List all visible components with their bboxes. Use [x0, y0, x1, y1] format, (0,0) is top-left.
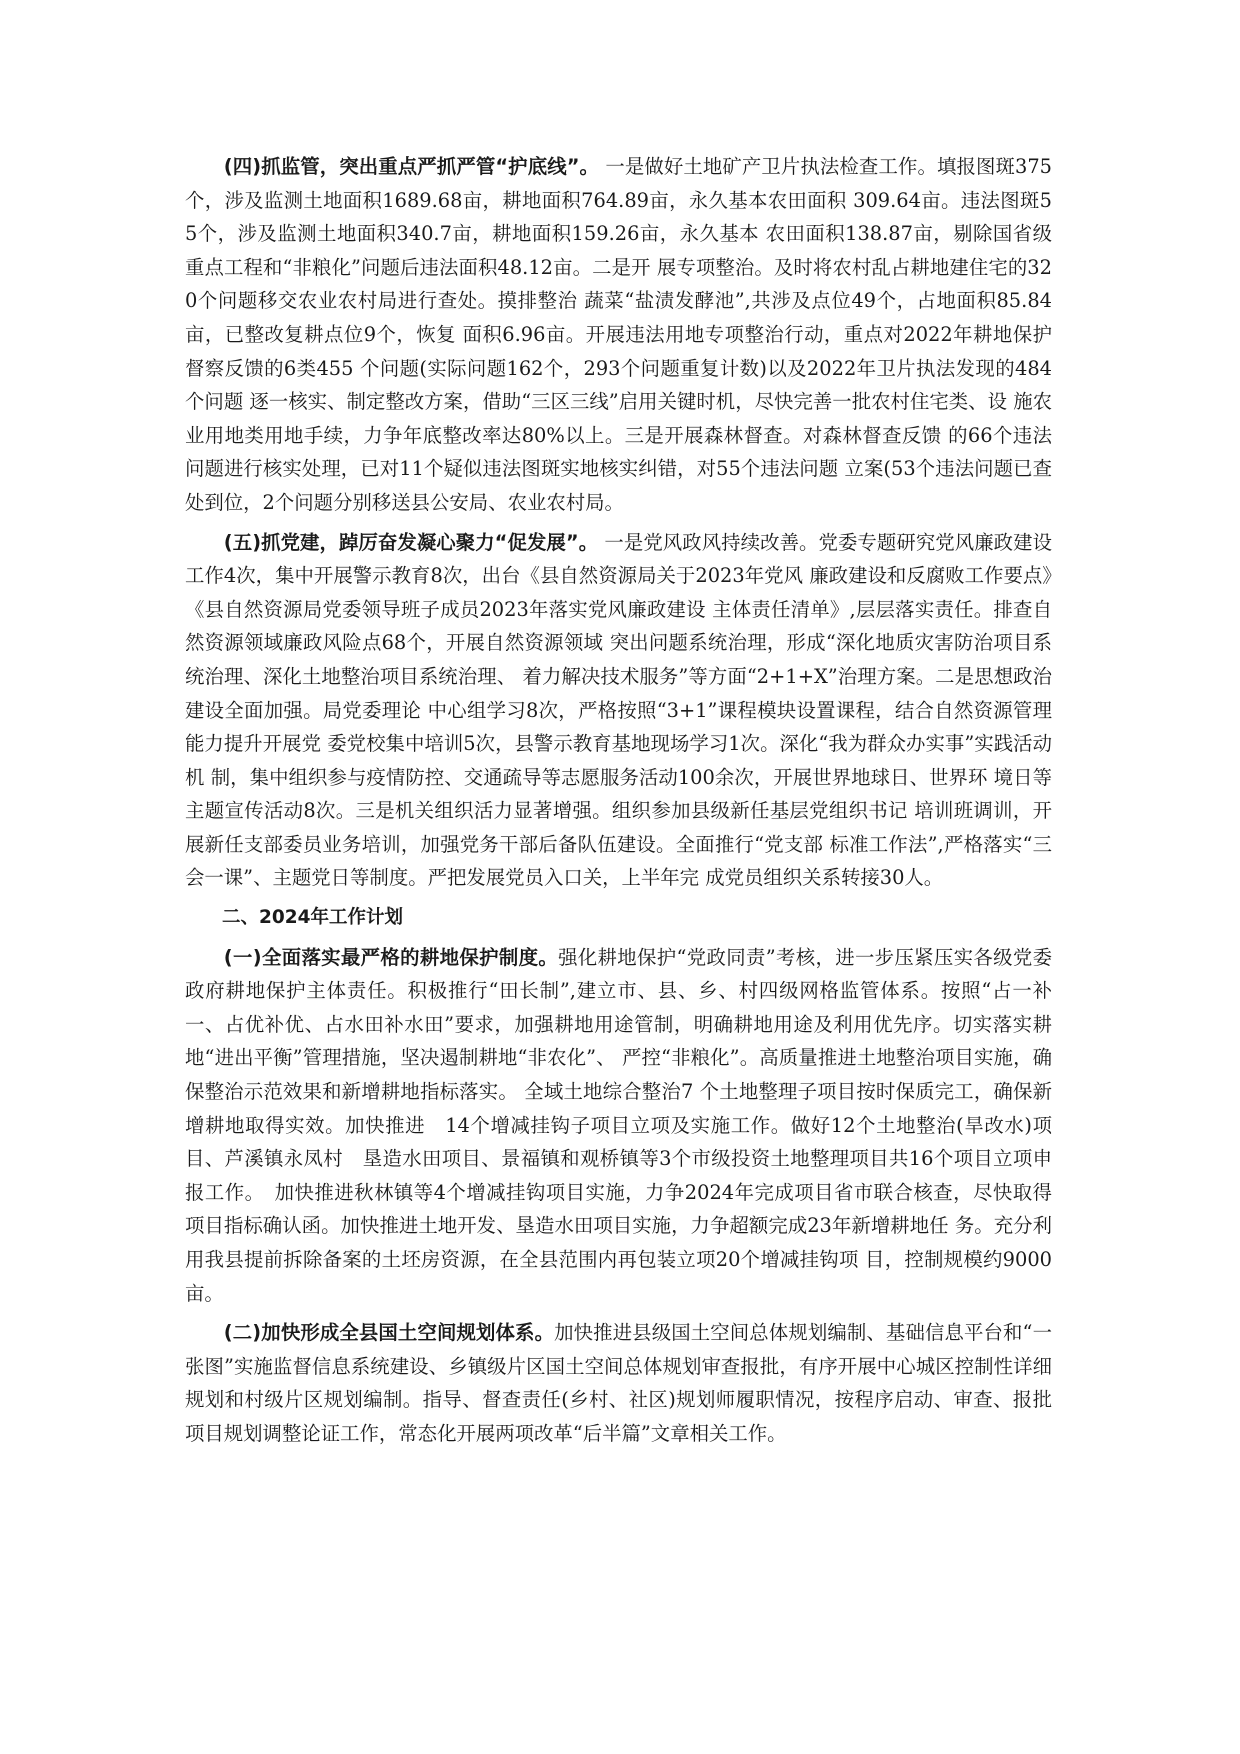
section-title: 二、2024年工作计划 [222, 907, 403, 929]
paragraph-body: 加快推进县级国土空间总体规划编制、基础信息平台和“一张图”实施监督信息系统建设、乡镇级片区国土空间总体规划审查报批，有序开展中心城区控制性详细规划和村级片区规划编制。指导、督查责任(乡村、社区)规划师履职情况，按程序启动、审查、报批项目规划调整论证工作，常态化开展两项改革“后半篇”文章相关工作。 [185, 1321, 1052, 1445]
paragraph-body: 一是做好土地矿产卫片执法检查工作。填报图斑375个，涉及监测土地面积1689.68亩，耕地面积764.89亩，永久基本农田面积 309.64亩。违法图斑55个，涉及监测土地面积340.7亩，耕地面积159.26亩，永久基本 农田面积138.87亩，剔除国省级重点工程和“非粮化”问题后违法面积48.12亩。二是开 展专项整治。及时将农村乱占耕地建住宅的320个问题移交农业农村局进行查处。摸排整治 蔬菜“盐渍发酵池”,共涉及点位49个，占地面积85.84亩，已整改复耕点位9个，恢复 面积6.96亩。开展违法用地专项整治行动，重点对2022年耕地保护督察反馈的6类455 个问题(实际问题162个，293个问题重复计数)以及2022年卫片执法发现的484个问题 逐一核实、制定整改方案，借助“三区三线”启用关键时机，尽快完善一批农村住宅类、设 施农业用地类用地手续，力争年底整改率达80%以上。三是开展森林督查。对森林督查反馈 的66个违法问题进行核实处理，已对11个疑似违法图斑实地核实纠错，对55个违法问题 立案(53个违法问题已查处到位，2个问题分别移送县公安局、农业农村局。 [185, 155, 1052, 514]
paragraph-supervision [185, 150, 1052, 520]
paragraph-body: 强化耕地保护“党政同责”考核，进一步压紧压实各级党委政府耕地保护主体责任。积极推行“田长制”,建立市、县、乡、村四级网格监管体系。按照“占一补一、占优补优、占水田补水田”要求，加强耕地用途管制，明确耕地用途及利用优先序。切实落实耕地“进出平衡”管理措施，坚决遏制耕地“非农化”、 严控“非粮化”。高质量推进土地整治项目实施，确保整治示范效果和新增耕地指标落实。 全域土地综合整治7 个土地整理子项目按时保质完工，确保新增耕地取得实效。加快推进 14个增减挂钩子项目立项及实施工作。做好12个土地整治(旱改水)项目、芦溪镇永凤村 垦造水田项目、景福镇和观桥镇等3个市级投资土地整理项目共16个项目立项申报工作。 加快推进秋林镇等4个增减挂钩项目实施，力争2024年完成项目省市联合核查，尽快取得 项目指标确认函。加快推进土地开发、垦造水田项目实施，力争超额完成23年新增耕地任 务。充分利用我县提前拆除备案的土坯房资源，在全县范围内再包装立项20个增减挂钩项 目，控制规模约9000亩。 [185, 945, 1072, 1305]
paragraph-heading: (二)加快形成全县国土空间规划体系。 [223, 1321, 555, 1345]
paragraph-heading: (一)全面落实最严格的耕地保护制度。 [223, 945, 559, 969]
paragraph-farmland-protection [185, 941, 1072, 1311]
paragraph-heading: (五)抓党建，踔厉奋发凝心聚力“促发展”。 [223, 530, 599, 554]
paragraph-party-building [185, 526, 1072, 896]
paragraph-heading: (四)抓监管，突出重点严抓严管“护底线”。 [223, 155, 600, 178]
paragraph-body: 一是党风政风持续改善。党委专题研究党风廉政建设工作4次，集中开展警示教育8次，出台《县自然资源局关于2023年党风 廉政建设和反腐败工作要点》 《县自然资源局党委领导班子成员2023年落实党风廉政建设 主体责任清单》,层层落实责任。排查自然资源领域廉政风险点68个，开展自然资源领域 突出问题系统治理，形成“深化地质灾害防治项目系统治理、深化土地整治项目系统治理、 着力解决技术服务”等方面“2+1+X”治理方案。二是思想政治建设全面加强。局党委理论 中心组学习8次，严格按照“3+1”课程模块设置课程，结合自然资源管理能力提升开展党 委党校集中培训5次，县警示教育基地现场学习1次。深化“我为群众办实事”实践活动机 制，集中组织参与疫情防控、交通疏导等志愿服务活动100余次，开展世界地球日、世界环 境日等主题宣传活动8次。三是机关组织活力显著增强。组织参加县级新任基层党组织书记 培训班调训，开展新任支部委员业务培训，加强党务干部后备队伍建设。全面推行“党支部 标准工作法”,严格落实“三会一课”、主题党日等制度。严把发展党员入口关，上半年完 成党员组织关系转接30人。 [185, 530, 1072, 890]
paragraph-spatial-planning [185, 1316, 1052, 1450]
